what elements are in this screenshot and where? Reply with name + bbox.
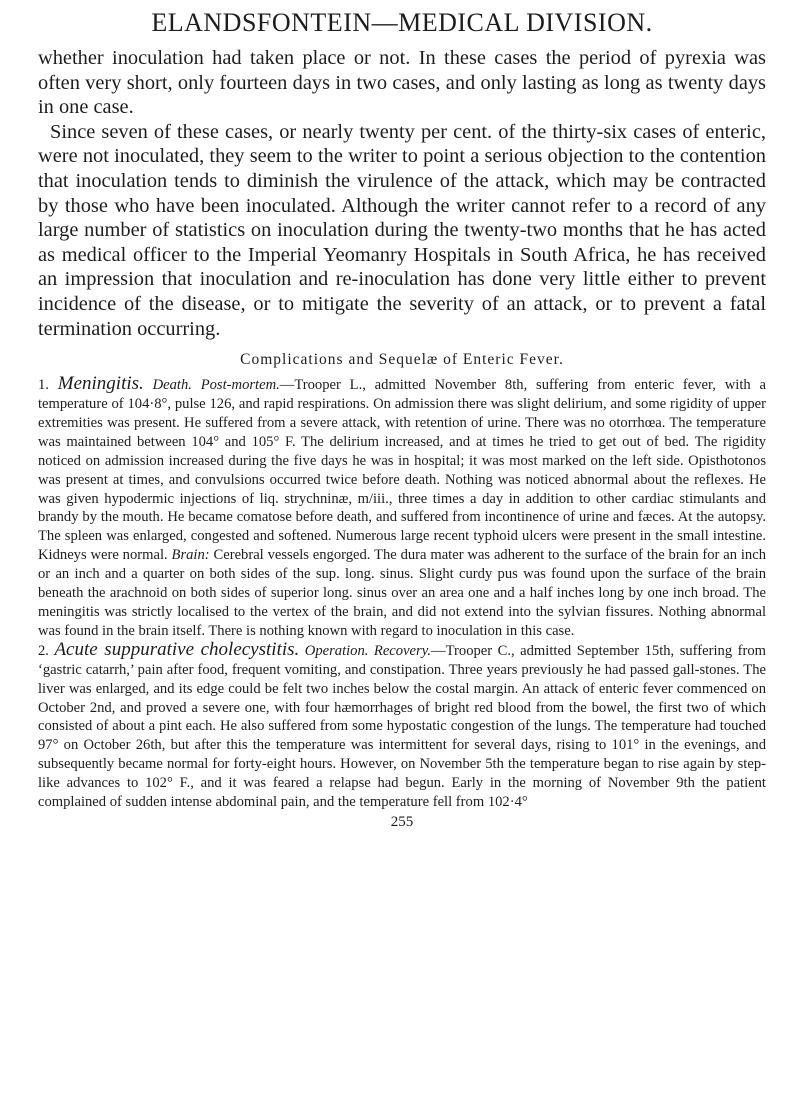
case-title: Meningitis. — [57, 373, 144, 395]
case-number: 2. — [38, 642, 49, 659]
case-number: 1. — [38, 377, 49, 394]
section-heading: Complications and Sequelæ of Enteric Fever. — [240, 351, 564, 369]
intro-section — [38, 46, 766, 341]
intro-paragraph-2: Since seven of these cases, or nearly twenty per cent. of the thirty-six cases of enteric, were not inoculated, they seem to the writer to point a serious objection to the contention that inoculation tends to diminish the virulence of the attack, which may be contracted by those who have been inoculated. Although the writer cannot refer to a record of any large number of statistics on inoculation during the twenty-two months that he has acted as medical officer to the Imperial Yeomanry Hospitals in South Africa, he has received an impression that inoculation and re-inoculation has done very little either to prevent incidence of the disease, or to mitigate the severity of an attack, or to prevent a fatal termination occurring. — [38, 120, 766, 340]
case-outcome: Death. Post-mortem. — [152, 377, 280, 394]
page-number: 255 — [390, 813, 414, 830]
case-text: —Trooper C., admitted September 15th, suffering from ‘gastric catarrh,’ pain after food, frequent vomiting, and constipation. Three years previously he had passed gall-stones. The liver was enlarged, and its edge could be felt two inches below the costal margin. An attack of enteric fever commenced on October 2nd, and proved a severe one, with four hæmorrhages of bright red blood from the bowel, the first two of which consisted of about a pint each. He also suffered from some hypostatic congestion of the lungs. The temperature had touched 97° on October 26th, but after this the temperature was intermittent for several days, rising to 101° in the evenings, and subsequently became normal for forty-eight hours. However, on November 5th the temperature began to rise again by step-like advances to 102° F., and it was feared a relapse had begun. Early in the morning of November 9th the patient complained of sudden intense abdominal pain, and the temperature fell from 102·4° — [38, 642, 766, 811]
case-outcome: Operation. Recovery. — [304, 642, 432, 659]
intro-paragraph-1: whether inoculation had taken place or not. In these cases the period of pyrexia was often very short, only fourteen days in two cases, and only lasting as long as twenty days in one case. — [38, 47, 766, 119]
case-entry — [38, 375, 766, 641]
case-list — [38, 375, 766, 812]
running-header: ELANDSFONTEIN—MEDICAL DIVISION. — [151, 8, 653, 37]
case-text: —Trooper L., admitted November 8th, suffering from enteric fever, with a temperature of 104·8°, pulse 126, and rapid respirations. On admission there was slight delirium, and some rigidity of upper extremities was present. He suffered from a severe attack, with retention of urine. There was no otorrhœa. The temperature was maintained between 104° and 105° F. The delirium increased, and at times he tried to get out of bed. The rigidity noticed on admission increased during the five days he was in hospital; it was most marked on the left side. Opisthotonos was present at times, and convulsions occurred twice before death. Nothing was noticed abnormal about the reflexes. He was given hypodermic injections of liq. strychninæ, m/iii., three times a day in addition to other cardiac stimulants and brandy by the mouth. He became comatose before death, and suffered from incontinence of urine and fæces. At the autopsy. The spleen was enlarged, congested and softened. Numerous large recent typhoid ulcers were present in the small intestine. Kidneys were normal. — [38, 377, 766, 564]
brain-label: Brain: — [171, 547, 210, 564]
brain-text: Cerebral vessels engorged. The dura mater was adherent to the surface of the brain for an inch or an inch and a quarter on both sides of the sup. long. sinus. Slight curdy pus was found upon the surface of the brain beneath the arachnoid on both sides of superior long. sinus over an area one and a half inches long by one inch broad. The meningitis was strictly localised to the vertex of the brain, and did not extend into the sylvian fissures. Nothing abnormal was found in the brain itself. There is nothing known with regard to inoculation in this case. — [38, 547, 766, 639]
case-entry — [38, 638, 766, 812]
case-title: Acute suppurative cholecystitis. — [54, 638, 300, 660]
